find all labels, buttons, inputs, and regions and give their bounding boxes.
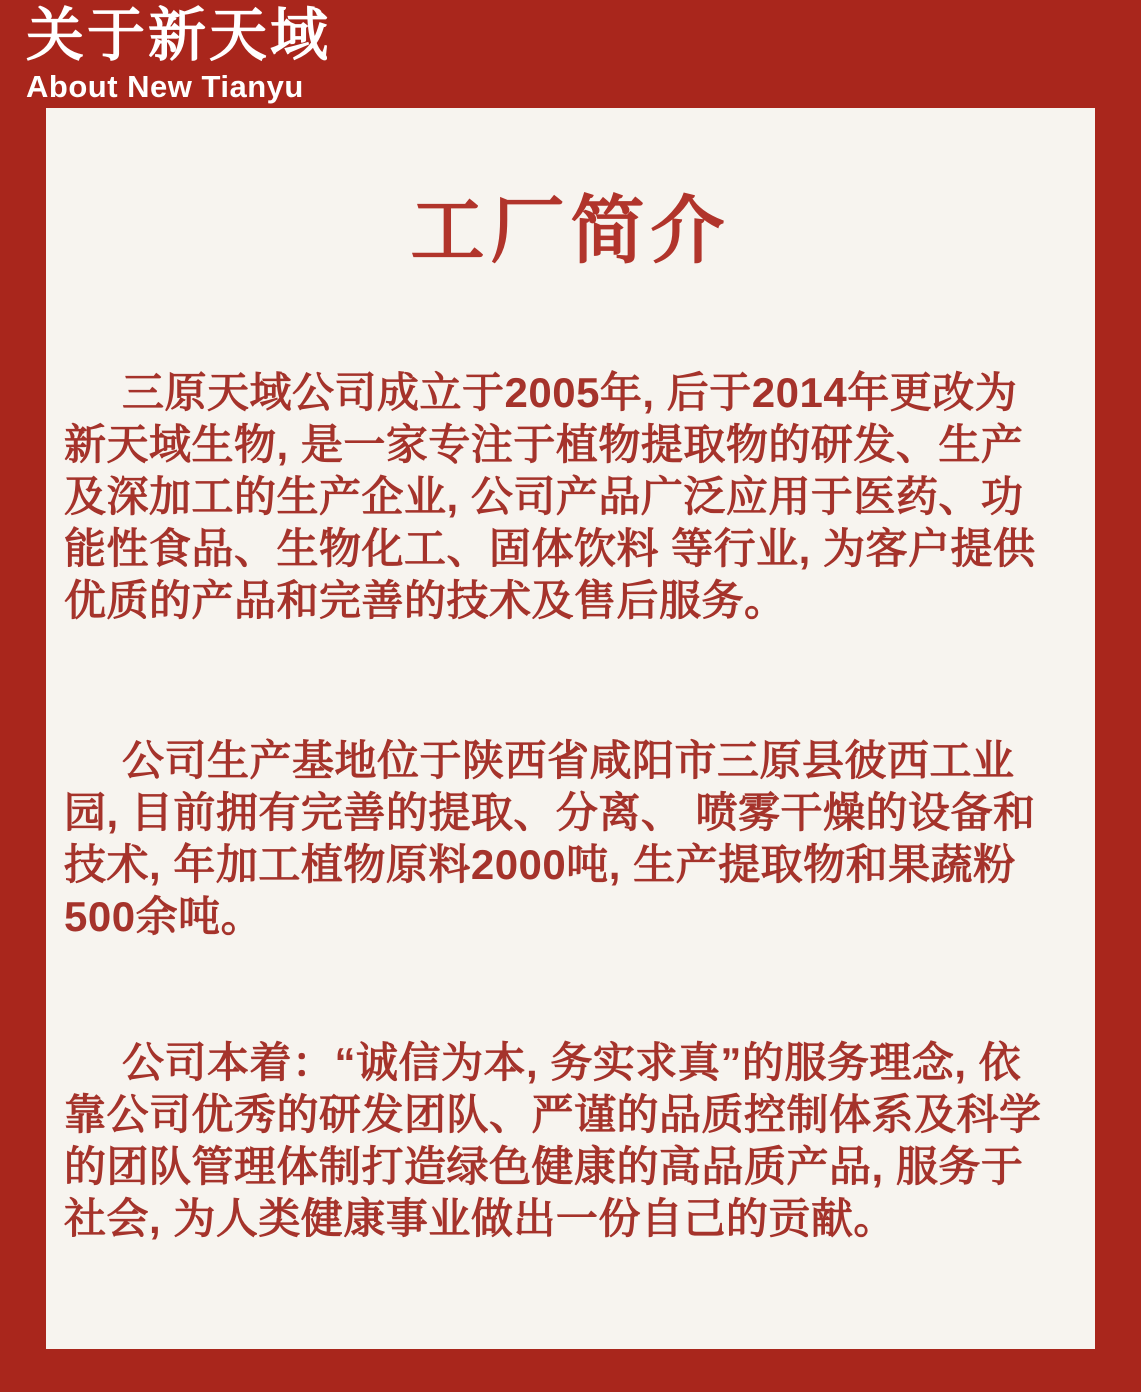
card-body <box>46 367 1095 1245</box>
intro-paragraph-service-philosophy: 公司本着：“诚信为本, 务实求真”的服务理念, 依靠公司优秀的研发团队、严谨的品质控制体系及科学的团队管理体制打造绿色健康的高品质产品, 服务于社会, 为人类健康事业做出一份自己的贡献。 <box>64 1039 1042 1243</box>
factory-intro-card <box>46 108 1095 1349</box>
intro-paragraph-company-history: 三原天域公司成立于2005年, 后于2014年更改为新天域生物, 是一家专注于植物提取物的研发、生产及深加工的生产企业, 公司产品广泛应用于医药、功能性食品、生物化工、固体饮料 等行业, 为客户提供优质的产品和完善的技术及售后服务。 <box>64 369 1036 625</box>
intro-paragraph-production-base: 公司生产基地位于陕西省咸阳市三原县彼西工业园, 目前拥有完善的提取、分离、 喷雾干燥的设备和技术, 年加工植物原料2000吨, 生产提取物和果蔬粉500余吨。 <box>64 737 1036 941</box>
page-header <box>26 3 332 104</box>
card-title: 工厂简介 <box>410 189 731 272</box>
header-subtitle-english: About New Tianyu <box>26 68 304 104</box>
header-title-chinese: 关于新天域 <box>26 3 332 68</box>
